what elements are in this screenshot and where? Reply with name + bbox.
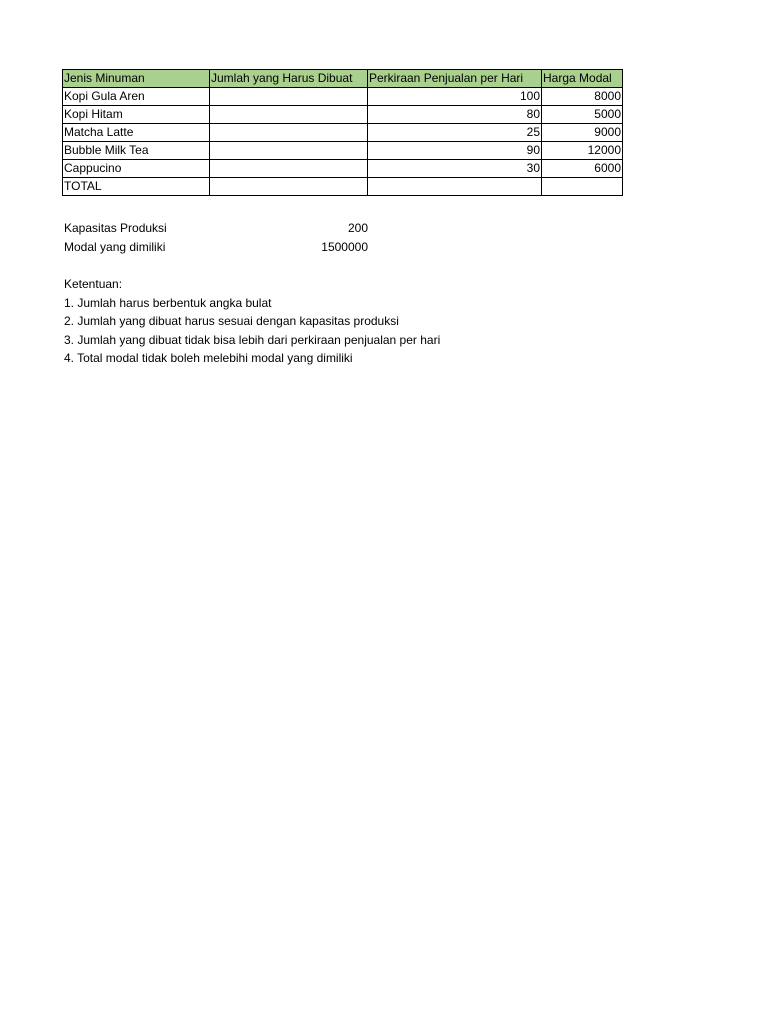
- cell-jenis[interactable]: Matcha Latte: [63, 124, 210, 142]
- cell-harga[interactable]: 9000: [542, 124, 623, 142]
- cell-jenis[interactable]: Kopi Hitam: [63, 106, 210, 124]
- cell-jenis[interactable]: Kopi Gula Aren: [63, 88, 210, 106]
- cell-harga[interactable]: 12000: [542, 142, 623, 160]
- ketentuan-item[interactable]: 3. Jumlah yang dibuat tidak bisa lebih dari perkiraan penjualan per hari: [64, 332, 441, 347]
- table-header-row: [63, 70, 623, 88]
- table-total-row: [63, 178, 623, 196]
- ketentuan-item[interactable]: 1. Jumlah harus berbentuk angka bulat: [64, 295, 272, 310]
- table-row: [63, 160, 623, 178]
- cell-jenis[interactable]: Cappucino: [63, 160, 210, 178]
- cell-harga[interactable]: 8000: [542, 88, 623, 106]
- header-harga-modal[interactable]: Harga Modal: [542, 70, 623, 88]
- table-row: [63, 124, 623, 142]
- header-perkiraan-penjualan[interactable]: Perkiraan Penjualan per Hari: [368, 70, 542, 88]
- header-jenis-minuman[interactable]: Jenis Minuman: [63, 70, 210, 88]
- kapasitas-produksi-row: [64, 219, 368, 237]
- cell-perkiraan[interactable]: 25: [368, 124, 542, 142]
- cell-jumlah[interactable]: [210, 142, 368, 160]
- cell-total-label[interactable]: TOTAL: [63, 178, 210, 196]
- kapasitas-produksi-value[interactable]: 200: [347, 221, 368, 235]
- kapasitas-produksi-label[interactable]: Kapasitas Produksi: [64, 221, 167, 235]
- cell-perkiraan[interactable]: 30: [368, 160, 542, 178]
- cell-total-jumlah[interactable]: [210, 178, 368, 196]
- table-row: [63, 106, 623, 124]
- cell-harga[interactable]: 5000: [542, 106, 623, 124]
- table-row: [63, 142, 623, 160]
- ketentuan-item[interactable]: 2. Jumlah yang dibuat harus sesuai dengan kapasitas produksi: [64, 314, 399, 328]
- cell-total-perkiraan[interactable]: [368, 178, 542, 196]
- cell-perkiraan[interactable]: 90: [368, 142, 542, 160]
- cell-harga[interactable]: 6000: [542, 160, 623, 178]
- header-jumlah-dibuat[interactable]: Jumlah yang Harus Dibuat: [210, 70, 368, 88]
- cell-jumlah[interactable]: [210, 88, 368, 106]
- cell-perkiraan[interactable]: 80: [368, 106, 542, 124]
- cell-jumlah[interactable]: [210, 124, 368, 142]
- ketentuan-title[interactable]: Ketentuan:: [64, 277, 123, 291]
- production-table: [62, 69, 623, 196]
- cell-jenis[interactable]: Bubble Milk Tea: [63, 142, 210, 160]
- cell-total-harga[interactable]: [542, 178, 623, 196]
- cell-perkiraan[interactable]: 100: [368, 88, 542, 106]
- cell-jumlah[interactable]: [210, 106, 368, 124]
- modal-dimiliki-row: [64, 238, 368, 256]
- ketentuan-item[interactable]: 4. Total modal tidak boleh melebihi modal yang dimiliki: [64, 351, 353, 365]
- modal-dimiliki-value[interactable]: 1500000: [321, 240, 368, 254]
- table-row: [63, 88, 623, 106]
- ketentuan-section: [64, 275, 440, 368]
- cell-jumlah[interactable]: [210, 160, 368, 178]
- modal-dimiliki-label[interactable]: Modal yang dimiliki: [64, 240, 166, 254]
